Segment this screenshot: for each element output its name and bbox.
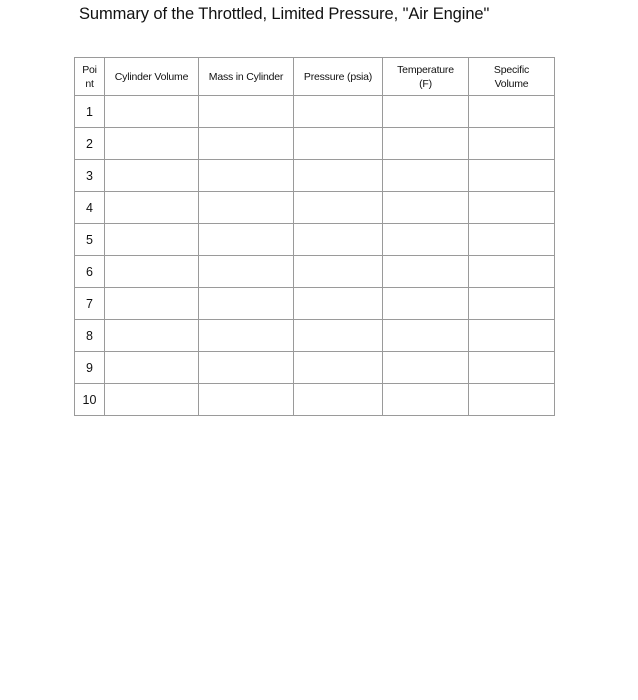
table-row xyxy=(75,160,555,192)
header-temperature xyxy=(383,58,469,96)
table-row xyxy=(75,192,555,224)
specific-volume-cell[interactable] xyxy=(469,96,555,128)
table-row xyxy=(75,96,555,128)
point-number-cell: 6 xyxy=(75,256,105,288)
header-point-line2: nt xyxy=(85,77,94,90)
mass-in-cylinder-cell[interactable] xyxy=(199,160,294,192)
header-cylinder-volume: Cylinder Volume xyxy=(105,58,199,96)
cylinder-volume-cell[interactable] xyxy=(105,224,199,256)
point-number-cell: 4 xyxy=(75,192,105,224)
header-temperature-line2: (F) xyxy=(419,77,432,90)
mass-in-cylinder-cell[interactable] xyxy=(199,96,294,128)
specific-volume-cell[interactable] xyxy=(469,128,555,160)
temperature-cell[interactable] xyxy=(383,96,469,128)
mass-in-cylinder-cell[interactable] xyxy=(199,192,294,224)
cylinder-volume-cell[interactable] xyxy=(105,384,199,416)
point-number-cell: 8 xyxy=(75,320,105,352)
temperature-cell[interactable] xyxy=(383,128,469,160)
pressure-cell[interactable] xyxy=(294,352,383,384)
header-point-line1: Poi xyxy=(82,63,97,76)
pressure-cell[interactable] xyxy=(294,320,383,352)
temperature-cell[interactable] xyxy=(383,352,469,384)
table-header-row xyxy=(75,58,555,96)
pressure-cell[interactable] xyxy=(294,256,383,288)
point-number-cell: 1 xyxy=(75,96,105,128)
temperature-cell[interactable] xyxy=(383,256,469,288)
point-number-cell: 9 xyxy=(75,352,105,384)
mass-in-cylinder-cell[interactable] xyxy=(199,320,294,352)
cylinder-volume-cell[interactable] xyxy=(105,320,199,352)
point-number-cell: 3 xyxy=(75,160,105,192)
table-row xyxy=(75,224,555,256)
pressure-cell[interactable] xyxy=(294,288,383,320)
table-row xyxy=(75,128,555,160)
temperature-cell[interactable] xyxy=(383,288,469,320)
table-row xyxy=(75,384,555,416)
cylinder-volume-cell[interactable] xyxy=(105,96,199,128)
mass-in-cylinder-cell[interactable] xyxy=(199,352,294,384)
table-row xyxy=(75,288,555,320)
temperature-cell[interactable] xyxy=(383,160,469,192)
specific-volume-cell[interactable] xyxy=(469,160,555,192)
point-number-cell: 5 xyxy=(75,224,105,256)
specific-volume-cell[interactable] xyxy=(469,352,555,384)
mass-in-cylinder-cell[interactable] xyxy=(199,224,294,256)
header-specific-volume xyxy=(469,58,555,96)
cylinder-volume-cell[interactable] xyxy=(105,352,199,384)
specific-volume-cell[interactable] xyxy=(469,256,555,288)
temperature-cell[interactable] xyxy=(383,384,469,416)
pressure-cell[interactable] xyxy=(294,128,383,160)
table-row xyxy=(75,320,555,352)
mass-in-cylinder-cell[interactable] xyxy=(199,128,294,160)
temperature-cell[interactable] xyxy=(383,224,469,256)
cylinder-volume-cell[interactable] xyxy=(105,160,199,192)
temperature-cell[interactable] xyxy=(383,192,469,224)
cylinder-volume-cell[interactable] xyxy=(105,128,199,160)
mass-in-cylinder-cell[interactable] xyxy=(199,256,294,288)
cylinder-volume-cell[interactable] xyxy=(105,288,199,320)
header-specific-volume-line2: Volume xyxy=(494,77,529,90)
specific-volume-cell[interactable] xyxy=(469,384,555,416)
pressure-cell[interactable] xyxy=(294,192,383,224)
point-number-cell: 7 xyxy=(75,288,105,320)
point-number-cell: 2 xyxy=(75,128,105,160)
pressure-cell[interactable] xyxy=(294,160,383,192)
header-mass-in-cylinder: Mass in Cylinder xyxy=(199,58,294,96)
specific-volume-cell[interactable] xyxy=(469,192,555,224)
cylinder-volume-cell[interactable] xyxy=(105,256,199,288)
header-temperature-line1: Temperature xyxy=(397,63,454,76)
header-specific-volume-line1: Specific xyxy=(493,63,530,76)
header-pressure: Pressure (psia) xyxy=(294,58,383,96)
pressure-cell[interactable] xyxy=(294,96,383,128)
table-row xyxy=(75,256,555,288)
table-row xyxy=(75,352,555,384)
specific-volume-cell[interactable] xyxy=(469,320,555,352)
mass-in-cylinder-cell[interactable] xyxy=(199,288,294,320)
point-number-cell: 10 xyxy=(75,384,105,416)
temperature-cell[interactable] xyxy=(383,320,469,352)
document-title: Summary of the Throttled, Limited Pressure, "Air Engine" xyxy=(79,5,490,23)
mass-in-cylinder-cell[interactable] xyxy=(199,384,294,416)
summary-table xyxy=(74,57,555,416)
pressure-cell[interactable] xyxy=(294,384,383,416)
header-point xyxy=(75,58,105,96)
specific-volume-cell[interactable] xyxy=(469,288,555,320)
cylinder-volume-cell[interactable] xyxy=(105,192,199,224)
pressure-cell[interactable] xyxy=(294,224,383,256)
specific-volume-cell[interactable] xyxy=(469,224,555,256)
